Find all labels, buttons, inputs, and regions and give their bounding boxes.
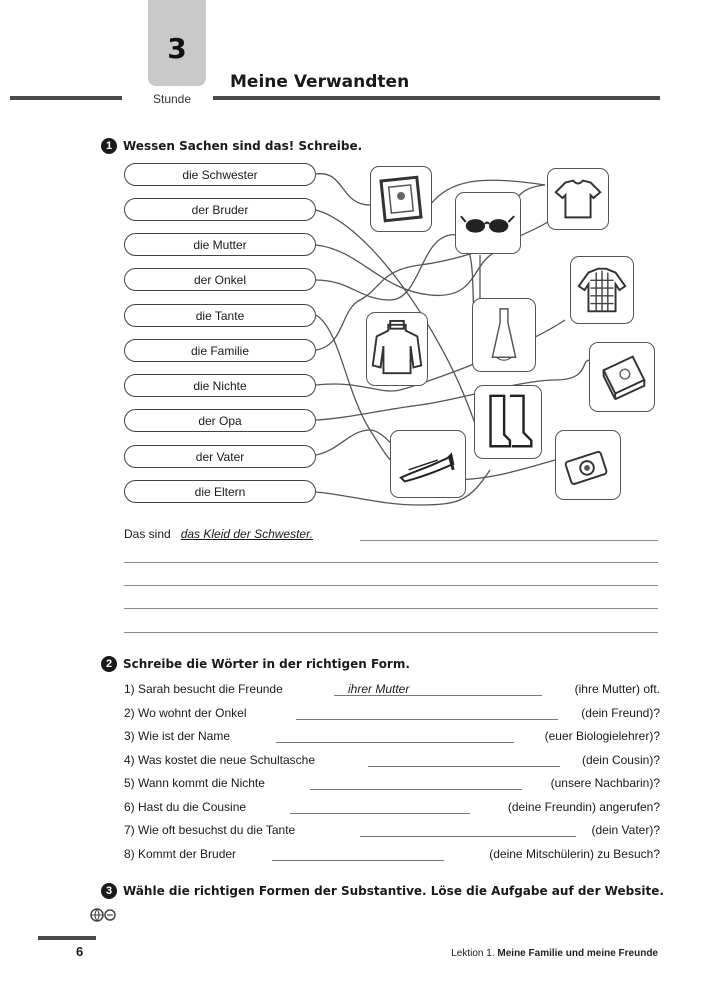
dress-icon <box>472 298 536 372</box>
relative-pill: der Onkel <box>124 268 316 291</box>
answer-blank[interactable] <box>310 776 522 790</box>
answer-blank[interactable] <box>360 823 576 837</box>
answer-line[interactable] <box>124 585 658 586</box>
page-title: Meine Verwandten <box>230 72 410 92</box>
picture-frame-icon <box>370 166 432 232</box>
answer-blank[interactable] <box>296 706 558 720</box>
exercise-3-instruction: Wähle die richtigen Formen der Substantive. Löse die Aufgabe auf der Website. <box>123 884 664 898</box>
list-item: 5) Wann kommt die Nichte (unsere Nachbarin)? <box>124 776 660 790</box>
answer-blank[interactable]: ihrer Mutter <box>334 682 542 696</box>
book-icon <box>589 342 655 412</box>
list-item: 4) Was kostet die neue Schultasche (dein Cousin)? <box>124 753 660 767</box>
answer-blank[interactable] <box>272 847 444 861</box>
list-item: 7) Wie oft besuchst du die Tante (dein Vater)? <box>124 823 660 837</box>
relative-pill: der Opa <box>124 409 316 432</box>
answer-blank[interactable] <box>290 800 470 814</box>
exercise-1-number: 1 <box>101 138 117 154</box>
exercise-3-number: 3 <box>101 883 117 899</box>
t-shirt-icon <box>547 168 609 230</box>
checked-shirt-icon <box>570 256 634 324</box>
sunglasses-icon <box>455 192 521 254</box>
relative-pill: der Bruder <box>124 198 316 221</box>
footer-lesson <box>451 948 658 959</box>
example-sentence <box>124 527 313 541</box>
list-item: 6) Hast du die Cousine (deine Freundin) angerufen? <box>124 800 660 814</box>
answer-line[interactable] <box>124 632 658 633</box>
list-item: 2) Wo wohnt der Onkel (dein Freund)? <box>124 706 660 720</box>
answer-line[interactable] <box>360 540 658 541</box>
list-item: 1) Sarah besucht die Freunde ihrer Mutter (ihre Mutter) oft. <box>124 682 660 696</box>
footer-rule <box>38 936 96 940</box>
answer-blank[interactable] <box>276 729 514 743</box>
example-answer: das Kleid der Schwester. <box>180 527 313 541</box>
answer-line[interactable] <box>124 562 658 563</box>
footer-lesson-ref: Lektion 1. <box>451 948 495 959</box>
relative-pill: die Schwester <box>124 163 316 186</box>
camera-icon <box>555 430 621 500</box>
exercise-2-number: 2 <box>101 656 117 672</box>
relative-pill: die Mutter <box>124 233 316 256</box>
answer-line[interactable] <box>124 608 658 609</box>
boots-icon <box>474 385 542 459</box>
page-number: 6 <box>76 944 84 959</box>
sweater-icon <box>366 312 428 386</box>
relative-pill: die Familie <box>124 339 316 362</box>
footer-lesson-title: Meine Familie und meine Freunde <box>497 948 658 959</box>
high-heel-shoe-icon <box>390 430 466 498</box>
list-item: 8) Kommt der Bruder (deine Mitschülerin) zu Besuch? <box>124 847 660 861</box>
list-item: 3) Wie ist der Name (euer Biologielehrer)? <box>124 729 660 743</box>
lesson-label: Stunde <box>153 92 192 106</box>
lesson-number: 3 <box>167 31 187 65</box>
relative-pill: die Eltern <box>124 480 316 503</box>
answer-blank[interactable] <box>368 753 560 767</box>
relative-pill: die Tante <box>124 304 316 327</box>
example-prefix: Das sind <box>124 527 171 541</box>
exercise-1-instruction: Wessen Sachen sind das! Schreibe. <box>123 139 363 153</box>
relative-pill: die Nichte <box>124 374 316 397</box>
relative-pill: der Vater <box>124 445 316 468</box>
web-icon[interactable] <box>88 906 118 927</box>
exercise-2-instruction: Schreibe die Wörter in der richtigen Form. <box>123 657 410 671</box>
